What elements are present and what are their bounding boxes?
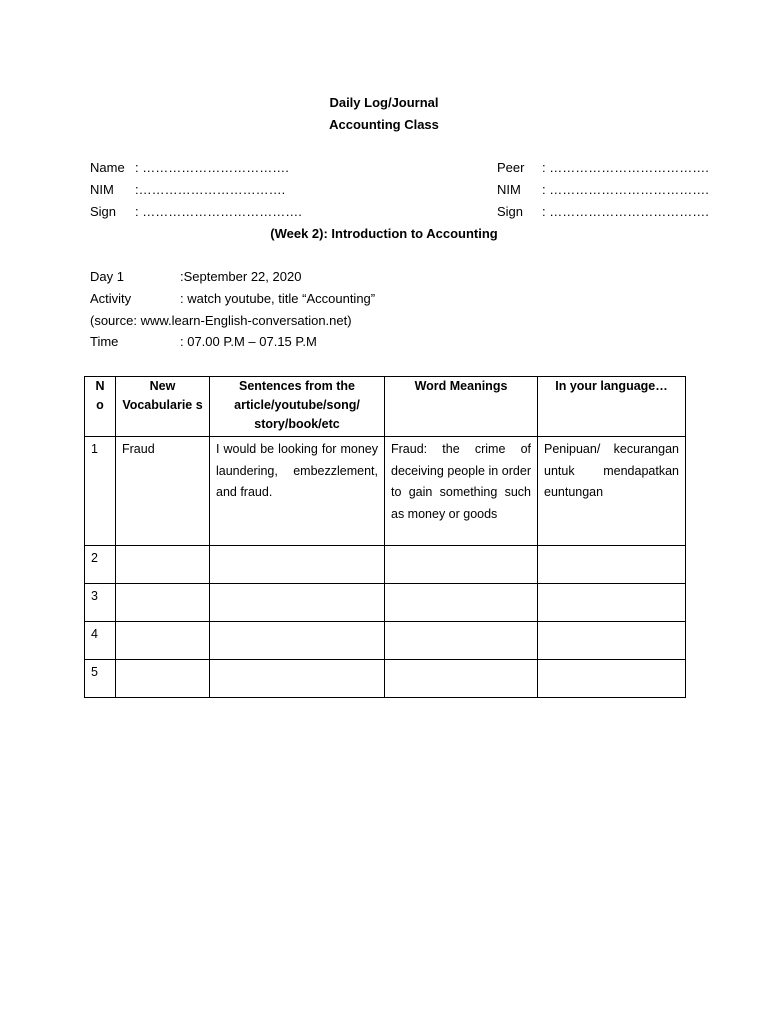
translation-cell [538,584,686,622]
header-no: N o [85,377,116,437]
activity-label: Activity [90,291,132,306]
header-sentences: Sentences from the article/youtube/song/ story/book/etc [210,377,385,437]
nim-label: NIM [90,182,114,197]
week-heading: (Week 2): Introduction to Accounting [270,226,498,241]
meaning-cell [385,622,538,660]
row-number: 5 [85,660,116,698]
peer-nim-value: : ………………………………. [542,182,709,197]
table-row [85,584,686,622]
sentence-cell [210,660,385,698]
sign-label: Sign [90,204,117,219]
vocabulary-table [84,376,686,698]
translation-cell [538,546,686,584]
peer-nim-label: NIM [497,182,521,197]
translation-cell: Penipuan/ kecurangan untuk mendapatkan euntungan [538,437,686,546]
header-new-vocabularies: New Vocabularie s [116,377,210,437]
nim-value: :……………………………. [135,182,286,197]
vocabulary-cell [116,584,210,622]
sign-value: : ………………………………. [135,204,302,219]
vocabulary-cell [116,622,210,660]
vocabulary-cell [116,660,210,698]
time-label: Time [90,334,119,349]
name-label: Name [90,160,125,175]
translation-cell [538,660,686,698]
peer-label: Peer [497,160,525,175]
document-title: Daily Log/Journal [329,95,439,110]
time-value: : 07.00 P.M – 07.15 P.M [180,334,317,349]
table-row [85,660,686,698]
table-row [85,546,686,584]
row-number: 4 [85,622,116,660]
source-line: (source: www.learn-English-conversation.net) [90,313,352,328]
sentence-cell [210,622,385,660]
header-word-meanings: Word Meanings [385,377,538,437]
peer-value: : ………………………………. [542,160,709,175]
sentence-cell [210,546,385,584]
activity-value: : watch youtube, title “Accounting” [180,291,376,306]
vocabulary-cell [116,546,210,584]
meaning-cell [385,584,538,622]
row-number: 1 [85,437,116,546]
header-in-your-language: In your language… [538,377,686,437]
peer-sign-value: : ………………………………. [542,204,709,219]
table-row [85,437,686,546]
row-number: 2 [85,546,116,584]
sentence-cell: I would be looking for money laundering, embezzlement, and fraud. [210,437,385,546]
meaning-cell [385,546,538,584]
row-number: 3 [85,584,116,622]
name-value: : ……………………………. [135,160,289,175]
document-subtitle: Accounting Class [329,117,439,132]
sentence-cell [210,584,385,622]
table-header-row [85,377,686,437]
vocabulary-cell: Fraud [116,437,210,546]
translation-cell [538,622,686,660]
peer-sign-label: Sign [497,204,524,219]
meaning-cell [385,660,538,698]
meaning-cell: Fraud: the crime of deceiving people in order to gain something such as money or goods [385,437,538,546]
table-row [85,622,686,660]
day-label: Day 1 [90,269,124,284]
day-value: :September 22, 2020 [180,269,302,284]
